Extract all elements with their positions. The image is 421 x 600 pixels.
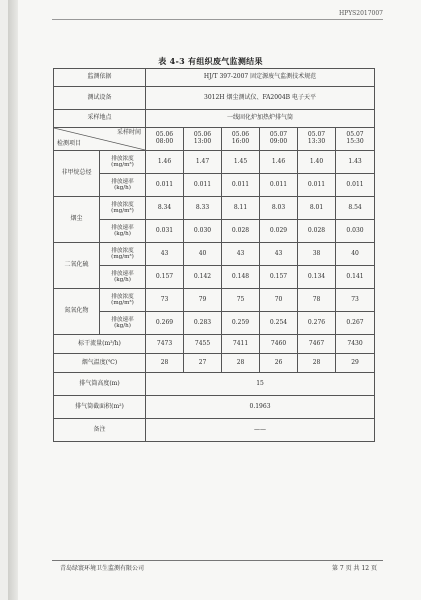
row-temp <box>54 354 375 373</box>
value-cell: 0.011 <box>184 174 222 197</box>
value-cell: 78 <box>298 289 336 312</box>
row-nox-rate <box>54 312 375 335</box>
value-cell: 0.276 <box>298 312 336 335</box>
value-cell: 1.46 <box>260 151 298 174</box>
value-cell: 0.028 <box>222 220 260 243</box>
value-cell: 0.283 <box>184 312 222 335</box>
time-cell-6 <box>336 128 375 151</box>
value-cell: 1.47 <box>184 151 222 174</box>
time-clock: 15:30 <box>346 138 364 145</box>
value-cell: 0.134 <box>298 266 336 289</box>
rate-unit: (kg/h) <box>114 323 131 329</box>
remark-value: —— <box>146 419 375 442</box>
value-cell: 1.40 <box>298 151 336 174</box>
rate-unit: (kg/h) <box>114 277 131 283</box>
time-clock: 08:00 <box>155 138 174 145</box>
value-cell: 0.141 <box>336 266 375 289</box>
header-rule <box>52 19 383 20</box>
value-cell: 7455 <box>184 335 222 354</box>
area-value: 0.1963 <box>146 396 375 419</box>
area-label: 排气筒截面积(m²) <box>54 396 146 419</box>
value-cell: 1.46 <box>146 151 184 174</box>
time-cell-3 <box>222 128 260 151</box>
time-clock: 09:00 <box>269 138 288 145</box>
footer-rule <box>52 560 383 561</box>
value-cell: 8.54 <box>336 197 375 220</box>
value-cell: 29 <box>336 354 375 373</box>
value-cell: 0.269 <box>146 312 184 335</box>
value-cell: 0.267 <box>336 312 375 335</box>
value-cell: 0.031 <box>146 220 184 243</box>
time-date: 05.07 <box>307 131 326 139</box>
conc-unit: (mg/m³) <box>111 300 134 306</box>
time-clock: 13:00 <box>193 138 212 145</box>
row-so2-rate <box>54 266 375 289</box>
value-cell: 7411 <box>222 335 260 354</box>
value-cell: 0.157 <box>146 266 184 289</box>
time-clock: 13:30 <box>307 138 326 145</box>
time-cell-2 <box>184 128 222 151</box>
value-cell: 73 <box>146 289 184 312</box>
value-cell: 73 <box>336 289 375 312</box>
value-cell: 8.01 <box>298 197 336 220</box>
pollutant-name: 非甲烷总烃 <box>54 151 100 197</box>
value-cell: 8.03 <box>260 197 298 220</box>
value-cell: 0.259 <box>222 312 260 335</box>
row-nmhc-rate <box>54 174 375 197</box>
value-cell: 28 <box>298 354 336 373</box>
value-cell: 7460 <box>260 335 298 354</box>
rate-label: 排放速率 <box>111 270 134 277</box>
rate-unit: (kg/h) <box>114 185 131 191</box>
conc-label: 排放浓度 <box>111 201 134 208</box>
conc-unit: (mg/m³) <box>111 162 134 168</box>
flow-label: 标干流量(m³/h) <box>54 335 146 354</box>
row-height <box>54 373 375 396</box>
value-cell: 8.34 <box>146 197 184 220</box>
conc-label-cell <box>100 197 146 220</box>
value-cell: 43 <box>222 243 260 266</box>
conc-unit: (mg/m³) <box>111 208 134 214</box>
row-dust-conc <box>54 197 375 220</box>
document-code: HPYS2017007 <box>338 10 383 17</box>
value-cell: 0.028 <box>298 220 336 243</box>
rate-label: 排放速率 <box>111 224 134 231</box>
value-cell: 0.011 <box>298 174 336 197</box>
basis-value: HJ/T 397-2007 固定源废气监测技术规范 <box>146 69 375 87</box>
diagonal-header-cell <box>54 128 146 151</box>
row-nmhc-conc <box>54 151 375 174</box>
rate-label-cell <box>100 312 146 335</box>
row-remark <box>54 419 375 442</box>
value-cell: 7467 <box>298 335 336 354</box>
diag-bottom-label: 检测项目 <box>57 140 82 148</box>
conc-label: 排放浓度 <box>111 247 134 254</box>
row-site <box>54 110 375 128</box>
equipment-label: 测试设备 <box>54 87 146 110</box>
value-cell: 1.43 <box>336 151 375 174</box>
rate-label: 排放速率 <box>111 316 134 323</box>
rate-label-cell <box>100 174 146 197</box>
basis-label: 监测依据 <box>54 69 146 87</box>
value-cell: 7430 <box>336 335 375 354</box>
value-cell: 1.45 <box>222 151 260 174</box>
value-cell: 0.011 <box>260 174 298 197</box>
value-cell: 8.33 <box>184 197 222 220</box>
time-cell-1 <box>146 128 184 151</box>
rate-unit: (kg/h) <box>114 231 131 237</box>
row-sampling-times <box>54 128 375 151</box>
row-basis <box>54 69 375 87</box>
value-cell: 0.254 <box>260 312 298 335</box>
row-nox-conc <box>54 289 375 312</box>
site-label: 采样地点 <box>54 110 146 128</box>
time-date: 05.07 <box>346 131 364 139</box>
value-cell: 0.157 <box>260 266 298 289</box>
value-cell: 27 <box>184 354 222 373</box>
time-date: 05.07 <box>269 131 288 139</box>
time-clock: 16:00 <box>231 138 250 145</box>
value-cell: 0.142 <box>184 266 222 289</box>
value-cell: 0.030 <box>336 220 375 243</box>
conc-label: 排放浓度 <box>111 293 134 300</box>
row-equipment <box>54 87 375 110</box>
time-date: 05.06 <box>193 131 212 139</box>
diag-top-label: 采样时间 <box>117 129 142 136</box>
height-value: 15 <box>146 373 375 396</box>
row-flow <box>54 335 375 354</box>
value-cell: 26 <box>260 354 298 373</box>
value-cell: 0.011 <box>336 174 375 197</box>
rate-label-cell <box>100 266 146 289</box>
equipment-value: 3012H 烟尘测试仪、FA2004B 电子天平 <box>146 87 375 110</box>
value-cell: 75 <box>222 289 260 312</box>
conc-label-cell <box>100 289 146 312</box>
value-cell: 0.148 <box>222 266 260 289</box>
value-cell: 79 <box>184 289 222 312</box>
conc-unit: (mg/m³) <box>111 254 134 260</box>
value-cell: 0.030 <box>184 220 222 243</box>
pollutant-name: 二氧化硫 <box>54 243 100 289</box>
pollutant-name: 氮氧化物 <box>54 289 100 335</box>
time-date: 05.06 <box>231 131 250 139</box>
footer-company: 青岛绿寰环境卫生监测有限公司 <box>60 565 145 572</box>
value-cell: 8.11 <box>222 197 260 220</box>
binding-edge <box>8 0 18 600</box>
value-cell: 28 <box>146 354 184 373</box>
time-date: 05.06 <box>155 131 174 139</box>
value-cell: 70 <box>260 289 298 312</box>
value-cell: 0.011 <box>146 174 184 197</box>
temp-label: 烟气温度(℃) <box>54 354 146 373</box>
site-value: 一线固化炉加热炉排气筒 <box>146 110 375 128</box>
monitoring-results-table <box>53 68 375 442</box>
value-cell: 7473 <box>146 335 184 354</box>
rate-label: 排放速率 <box>111 178 134 185</box>
conc-label-cell <box>100 151 146 174</box>
value-cell: 43 <box>260 243 298 266</box>
footer-page-number: 第 7 页 共 12 页 <box>332 565 377 572</box>
time-cell-5 <box>298 128 336 151</box>
value-cell: 0.011 <box>222 174 260 197</box>
value-cell: 0.029 <box>260 220 298 243</box>
value-cell: 40 <box>184 243 222 266</box>
rate-label-cell <box>100 220 146 243</box>
row-so2-conc <box>54 243 375 266</box>
row-dust-rate <box>54 220 375 243</box>
time-cell-4 <box>260 128 298 151</box>
pollutant-name: 烟尘 <box>54 197 100 243</box>
value-cell: 40 <box>336 243 375 266</box>
value-cell: 43 <box>146 243 184 266</box>
row-area <box>54 396 375 419</box>
table-title: 表 4-3 有组织废气监测结果 <box>158 56 263 66</box>
value-cell: 38 <box>298 243 336 266</box>
remark-label: 备注 <box>54 419 146 442</box>
height-label: 排气筒高度(m) <box>54 373 146 396</box>
value-cell: 28 <box>222 354 260 373</box>
conc-label: 排放浓度 <box>111 155 134 162</box>
conc-label-cell <box>100 243 146 266</box>
